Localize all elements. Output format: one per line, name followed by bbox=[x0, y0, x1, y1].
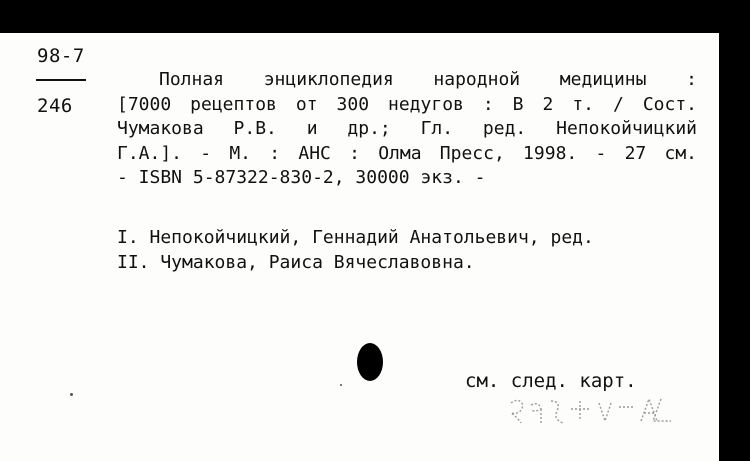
call-number-bottom: 246 bbox=[37, 95, 73, 117]
description-line-3: Чумакова Р.В. и др.; Гл. ред. Непокойчицкий bbox=[117, 118, 697, 139]
description-line-2: [7000 рецептов от 300 недугов : В 2 т. / Сост. bbox=[117, 93, 697, 115]
continuation-note: см. след. карт. bbox=[465, 370, 637, 392]
tracing-item-2: II. Чумакова, Раиса Вячеславовна. bbox=[117, 252, 475, 273]
tracings bbox=[117, 225, 594, 275]
faint-stamp bbox=[503, 393, 673, 425]
dust-speck bbox=[340, 384, 342, 386]
card-punch-hole bbox=[357, 343, 383, 381]
description-line-4: Г.А.]. - М. : АНС : Олма Пресс, 1998. - 27 см. bbox=[117, 142, 697, 164]
call-number-top: 98-7 bbox=[37, 45, 85, 67]
tracing-item-1: I. Непокойчицкий, Геннадий Анатольевич, ред. bbox=[117, 227, 594, 248]
dust-speck bbox=[70, 393, 73, 396]
description-line-5: - ISBN 5-87322-830-2, 30000 экз. - bbox=[117, 167, 486, 188]
call-number-divider bbox=[36, 79, 86, 81]
bibliographic-description bbox=[117, 68, 697, 191]
description-line-1: Полная энциклопедия народной медицины : bbox=[159, 69, 697, 90]
